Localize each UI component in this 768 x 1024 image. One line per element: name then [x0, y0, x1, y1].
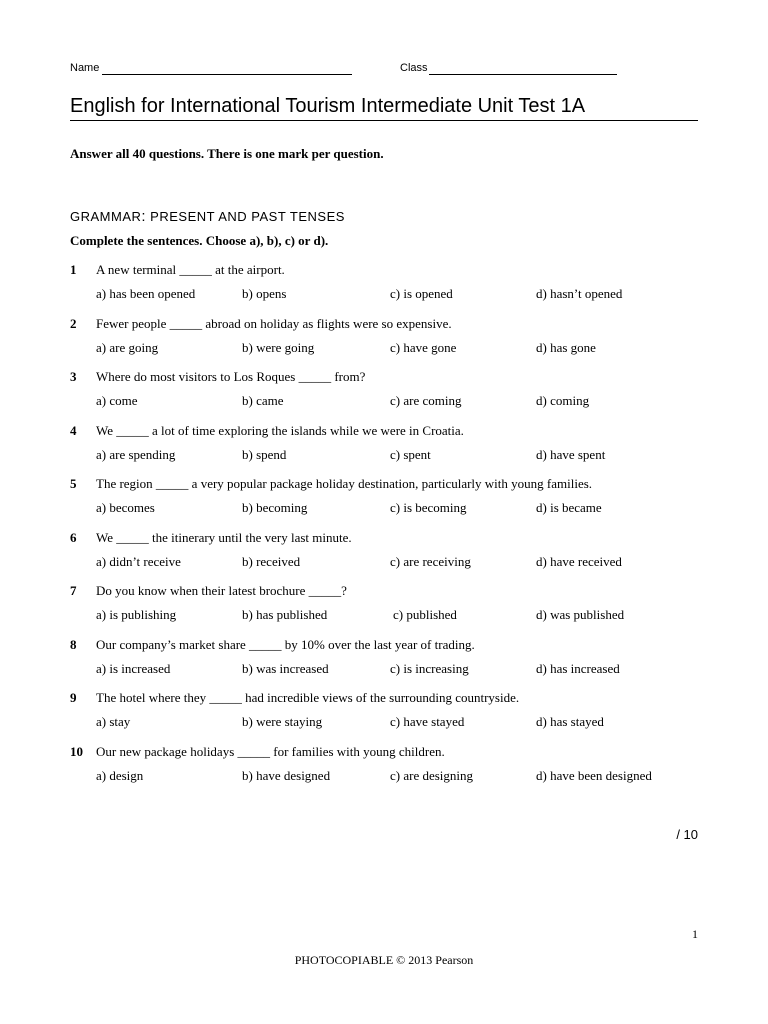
name-field[interactable]: [102, 74, 352, 75]
question-6: [70, 530, 698, 584]
question-number: 10: [70, 743, 83, 759]
question-stem: We _____ the itinerary until the very last minute.: [96, 529, 352, 545]
question-number: 4: [70, 422, 77, 438]
question-number: 8: [70, 636, 77, 652]
question-number: 6: [70, 529, 77, 545]
option-a[interactable]: a) didn’t receive: [96, 553, 181, 569]
question-stem: Our new package holidays _____ for families with young children.: [96, 743, 445, 759]
option-c[interactable]: c) have gone: [390, 339, 457, 355]
option-b[interactable]: b) opens: [242, 286, 287, 301]
question-stem: Fewer people _____ abroad on holiday as flights were so expensive.: [96, 315, 452, 331]
question-2: [70, 316, 698, 370]
question-stem: The region _____ a very popular package holiday destination, particularly with young families.: [96, 476, 593, 491]
option-a[interactable]: a) has been opened: [96, 286, 196, 301]
question-number: 2: [70, 315, 77, 331]
question-1: [70, 262, 698, 316]
option-a[interactable]: a) becomes: [96, 500, 155, 515]
question-number: 1: [70, 262, 77, 277]
question-4: [70, 423, 698, 477]
page-number: 1: [692, 927, 698, 941]
section-instruction: Complete the sentences. Choose a), b), c) or d).: [70, 233, 329, 248]
section-heading-colon: :: [141, 208, 147, 225]
question-3: [70, 369, 698, 423]
page-title: English for International Tourism Intermediate Unit Test 1A: [70, 95, 698, 121]
section-heading-rest: PRESENT AND PAST TENSES: [146, 209, 345, 224]
question-list: [70, 262, 698, 797]
question-8: [70, 637, 698, 691]
question-number: 7: [70, 583, 77, 598]
option-c[interactable]: c) have stayed: [390, 714, 465, 729]
option-c[interactable]: c) are coming: [390, 393, 462, 408]
student-info-row: [70, 62, 630, 78]
option-b[interactable]: b) received: [242, 553, 301, 569]
option-c[interactable]: c) are receiving: [390, 553, 471, 569]
option-d[interactable]: d) is became: [536, 500, 602, 515]
question-stem: A new terminal _____ at the airport.: [96, 262, 285, 277]
class-label: Class: [400, 62, 428, 74]
section-heading-first: GRAMMAR: [70, 209, 142, 224]
question-stem: Our company’s market share _____ by 10% over the last year of trading.: [96, 636, 475, 652]
option-c[interactable]: c) spent: [390, 446, 431, 462]
section-heading: [70, 208, 345, 225]
option-a[interactable]: a) are spending: [96, 446, 176, 462]
option-b[interactable]: b) have designed: [242, 767, 331, 783]
option-d[interactable]: d) have received: [536, 553, 622, 569]
question-stem: We _____ a lot of time exploring the islands while we were in Croatia.: [96, 422, 464, 438]
question-stem: Where do most visitors to Los Roques _____ from?: [96, 369, 366, 384]
question-7: [70, 583, 698, 637]
option-b[interactable]: b) came: [242, 393, 284, 408]
option-a[interactable]: a) are going: [96, 339, 159, 355]
question-stem: Do you know when their latest brochure _____?: [96, 583, 347, 598]
option-d[interactable]: d) coming: [536, 393, 590, 408]
option-c[interactable]: c) published: [393, 607, 457, 622]
option-a[interactable]: a) design: [96, 767, 144, 783]
test-instructions: Answer all 40 questions. There is one mark per question.: [70, 146, 384, 161]
option-d[interactable]: d) have spent: [536, 446, 606, 462]
option-b[interactable]: b) was increased: [242, 660, 329, 676]
option-d[interactable]: d) has gone: [536, 339, 596, 355]
question-number: 5: [70, 476, 77, 491]
class-field[interactable]: [429, 74, 617, 75]
option-b[interactable]: b) spend: [242, 446, 287, 462]
name-label: Name: [70, 62, 100, 74]
question-stem: The hotel where they _____ had incredible views of the surrounding countryside.: [96, 690, 520, 705]
option-d[interactable]: d) have been designed: [536, 767, 652, 783]
question-9: [70, 690, 698, 744]
option-b[interactable]: b) were going: [242, 339, 315, 355]
option-a[interactable]: a) is publishing: [96, 607, 177, 622]
option-c[interactable]: c) is becoming: [390, 500, 467, 515]
section-score: / 10: [676, 827, 698, 842]
option-a[interactable]: a) come: [96, 393, 138, 408]
question-number: 9: [70, 690, 77, 705]
option-d[interactable]: d) has increased: [536, 660, 620, 676]
option-d[interactable]: d) was published: [536, 607, 625, 622]
question-number: 3: [70, 369, 77, 384]
option-c[interactable]: c) is increasing: [390, 660, 469, 676]
copyright-footer: PHOTOCOPIABLE © 2013 Pearson: [294, 953, 474, 967]
option-d[interactable]: d) has stayed: [536, 714, 604, 729]
option-c[interactable]: c) are designing: [390, 767, 474, 783]
option-b[interactable]: b) becoming: [242, 500, 308, 515]
option-d[interactable]: d) hasn’t opened: [536, 286, 623, 301]
option-c[interactable]: c) is opened: [390, 286, 453, 301]
option-b[interactable]: b) were staying: [242, 714, 323, 729]
option-b[interactable]: b) has published: [242, 607, 328, 622]
question-5: [70, 476, 698, 530]
option-a[interactable]: a) stay: [96, 714, 131, 729]
option-a[interactable]: a) is increased: [96, 660, 171, 676]
question-10: [70, 744, 698, 798]
